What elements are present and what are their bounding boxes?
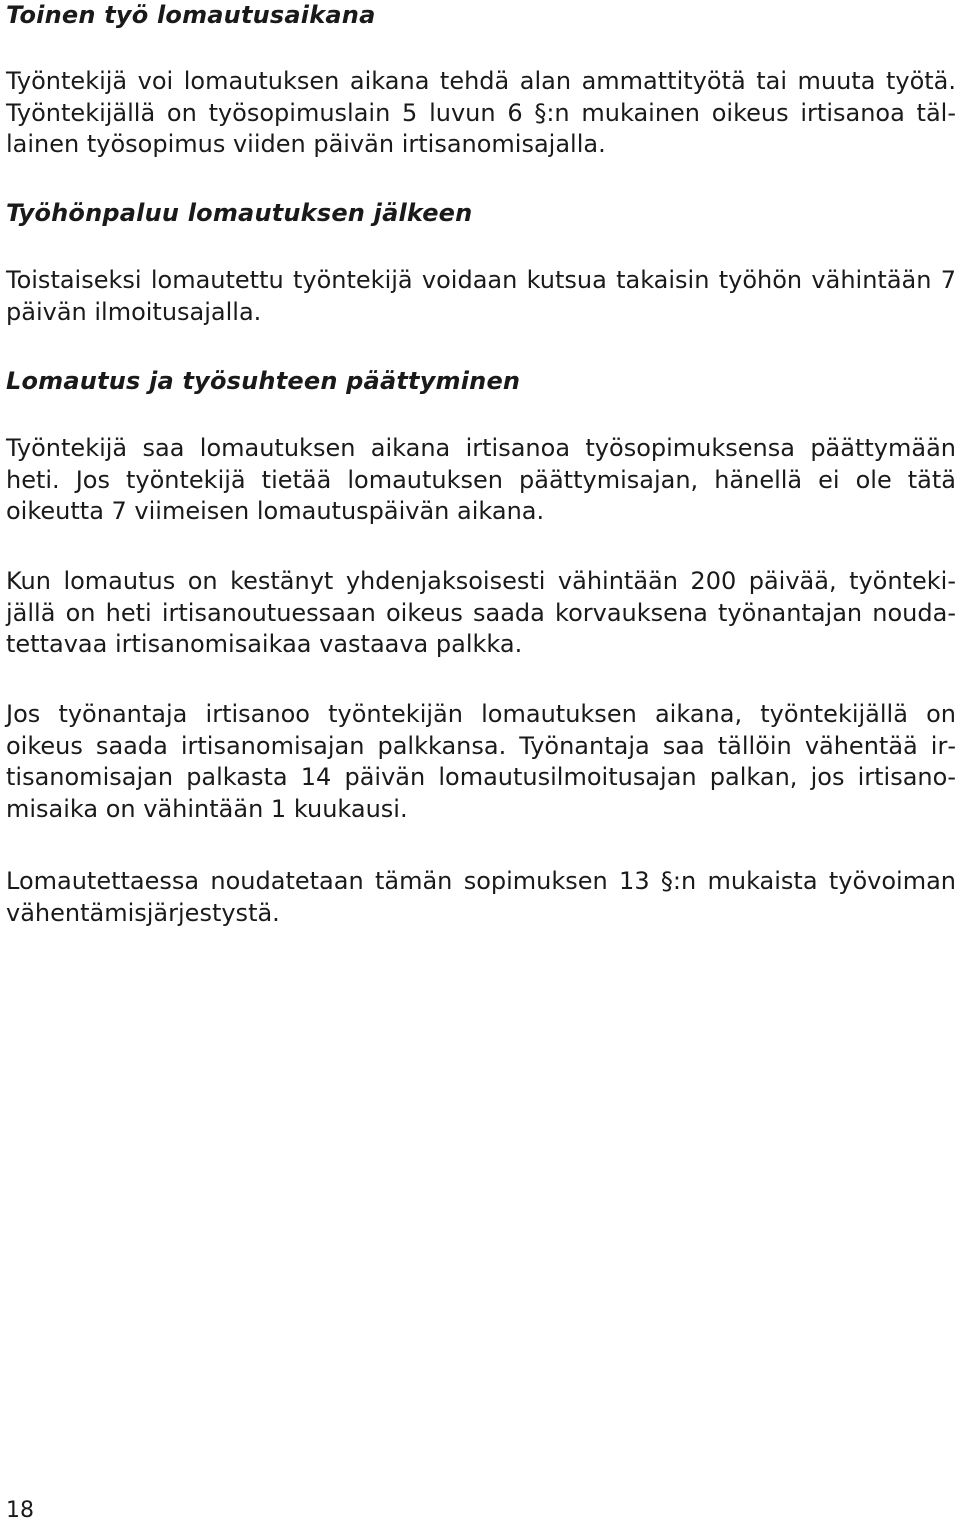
paragraph-200-days: Kun lomautus on kestänyt yhdenjaksoisesti vähintään 200 päivää, työntekijällä on heti irtisanoutuessaan oikeus saada korvauksena työnantajan noudatettavaa irtisanomisaikaa vastaava palkka. xyxy=(6,567,956,658)
page-number: 18 xyxy=(6,1498,34,1523)
paragraph-termination-immediate: Työntekijä saa lomautuksen aikana irtisanoa työsopimuksensa päättymään heti. Jos työntekijä tietää lomautuksen päättymisajan, hänellä ei ole tätä oikeutta 7 viimeisen lomautuspäivän aikana. xyxy=(6,434,956,525)
paragraph-employer-termination: Jos työnantaja irtisanoo työntekijän lomautuksen aikana, työntekijällä on oikeus saada irtisanomisajan palkkansa. Työnantaja saa tällöin vähentää irtisanomisajan palkasta 14 päivän lomautusilmoitusajan palkan, jos irtisanomisaika on vähintään 1 kuukausi. xyxy=(6,700,956,823)
section-heading-other-work: Toinen työ lomautusaikana xyxy=(6,1,376,29)
paragraph-return-to-work: Toistaiseksi lomautettu työntekijä voidaan kutsua takaisin työhön vähintään 7 päivän ilmoitusajalla. xyxy=(6,266,956,326)
paragraph-reduction-order: Lomautettaessa noudatetaan tämän sopimuksen 13 §:n mukaista työvoiman vähentämisjärjestystä. xyxy=(6,867,956,927)
section-heading-layoff-termination: Lomautus ja työsuhteen päättyminen xyxy=(6,367,521,395)
section-heading-return-to-work: Työhönpaluu lomautuksen jälkeen xyxy=(6,199,473,227)
paragraph-other-work: Työntekijä voi lomautuksen aikana tehdä alan ammattityötä tai muuta työtä. Työntekijällä on työsopimuslain 5 luvun 6 §:n mukainen oikeus irtisanoa tällainen työsopimus viiden päivän irtisanomisajalla. xyxy=(6,67,956,158)
